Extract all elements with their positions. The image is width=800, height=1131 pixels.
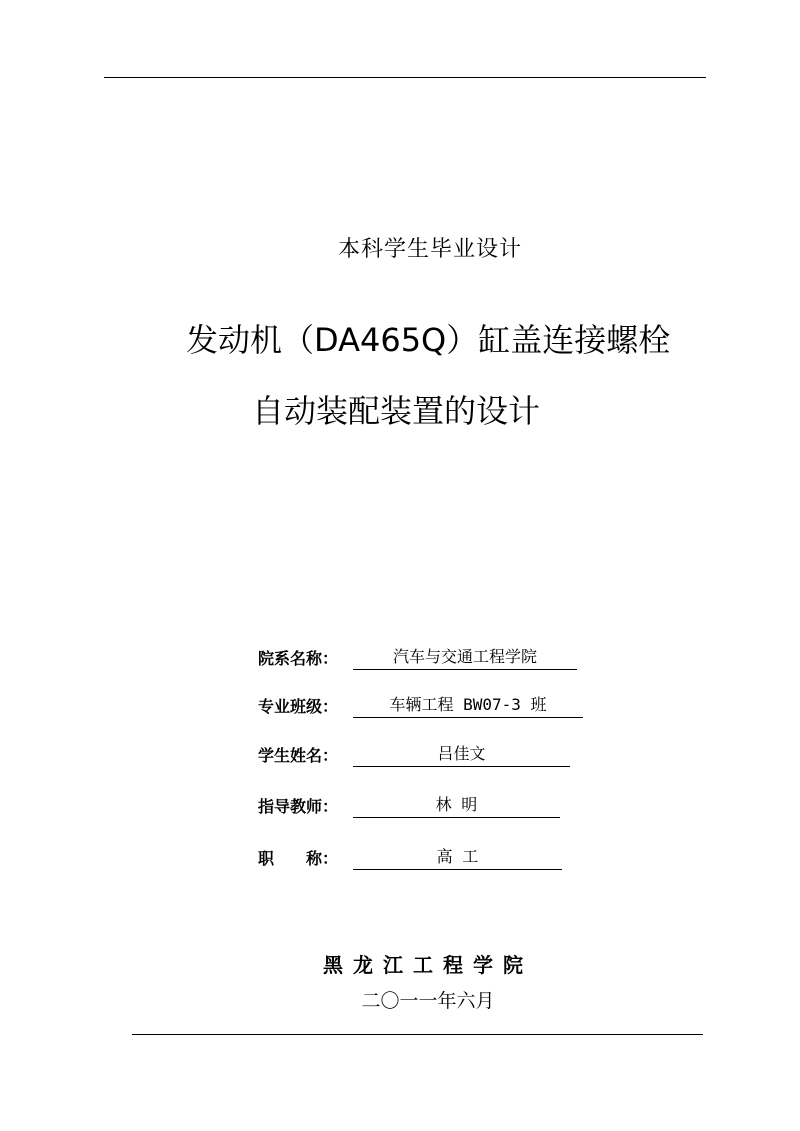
- field-label: 指导教师：: [258, 797, 339, 816]
- field-value: 汽车与交通工程学院: [353, 646, 577, 670]
- date: 二〇一一年六月: [361, 990, 495, 1012]
- field-value: 车辆工程 BW07-3 班: [353, 694, 583, 718]
- field-value: 林 明: [353, 794, 560, 818]
- field-label: 学生姓名：: [258, 746, 339, 765]
- field-label: 专业班级：: [258, 697, 339, 716]
- field-label: 职 称：: [258, 849, 339, 868]
- field-value: 高 工: [353, 846, 562, 870]
- field-label: 院系名称：: [258, 649, 339, 668]
- thesis-title-line-2: 自动装配装置的设计: [252, 392, 541, 430]
- header-rule: [104, 77, 706, 78]
- footer-rule: [132, 1034, 703, 1035]
- school-name: 黑龙江工程学院: [323, 953, 533, 977]
- thesis-title-line-1: 发动机（DA465Q）缸盖连接螺栓: [186, 321, 671, 359]
- field-value: 吕佳文: [353, 743, 570, 767]
- document-type: 本科学生毕业设计: [337, 237, 522, 262]
